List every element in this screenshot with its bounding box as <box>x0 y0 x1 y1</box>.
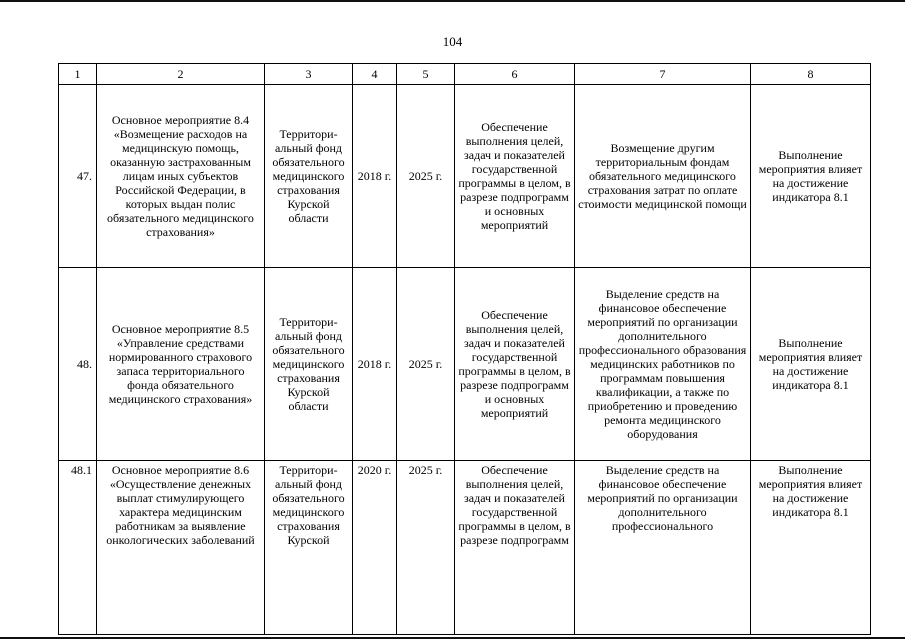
start-year-cell: 2018 г. <box>353 268 397 461</box>
row-number: 48. <box>59 268 97 461</box>
start-year-cell: 2018 г. <box>353 85 397 268</box>
table-row <box>59 85 871 268</box>
column-header: 8 <box>751 64 871 85</box>
row-number: 48.1 <box>59 461 97 635</box>
executor-cell: Территори-альный фонд обязательного медицинского страхования Курской области <box>265 85 353 268</box>
table-row <box>59 268 871 461</box>
content-cell: Выделение средств на финансовое обеспечение мероприятий по организации дополнительного профессионального образования медицинских работников по программам повышения квалификации, а также по приобретению и проведению ремонта медицинского оборудования <box>575 268 751 461</box>
executor-cell: Территори-альный фонд обязательного медицинского страхования Курской <box>265 461 353 635</box>
column-header: 2 <box>97 64 265 85</box>
column-header: 6 <box>455 64 575 85</box>
page-number: 104 <box>442 34 463 49</box>
column-header: 1 <box>59 64 97 85</box>
column-header: 4 <box>353 64 397 85</box>
indicator-link-cell: Выполнение мероприятия влияет на достижение индикатора 8.1 <box>751 268 871 461</box>
activities-table <box>58 63 871 635</box>
goal-cell: Обеспечение выполнения целей, задач и показателей государственной программы в целом, в разрезе подпрограмм <box>455 461 575 635</box>
column-header: 3 <box>265 64 353 85</box>
end-year-cell: 2025 г. <box>397 268 455 461</box>
goal-cell: Обеспечение выполнения целей, задач и показателей государственной программы в целом, в разрезе подпрограмм и основных мероприятий <box>455 268 575 461</box>
end-year-cell: 2025 г. <box>397 461 455 635</box>
content-cell: Возмещение другим территориальным фондам обязательного медицинского страхования затрат по оплате стоимости медицинской помощи <box>575 85 751 268</box>
end-year-cell: 2025 г. <box>397 85 455 268</box>
executor-cell: Территори-альный фонд обязательного медицинского страхования Курской области <box>265 268 353 461</box>
table-row <box>59 461 871 635</box>
activity-cell: Основное мероприятие 8.4 «Возмещение расходов на медицинскую помощь, оказанную застрахованным лицам иных субъектов Российской Федерации, в которых выдан полис обязательного медицинского страхования» <box>97 85 265 268</box>
activity-cell: Основное мероприятие 8.5 «Управление средствами нормированного страхового запаса территориального фонда обязательного медицинского страхования» <box>97 268 265 461</box>
indicator-link-cell: Выполнение мероприятия влияет на достижение индикатора 8.1 <box>751 461 871 635</box>
content-cell: Выделение средств на финансовое обеспечение мероприятий по организации дополнительного профессионального <box>575 461 751 635</box>
goal-cell: Обеспечение выполнения целей, задач и показателей государственной программы в целом, в разрезе подпрограмм и основных мероприятий <box>455 85 575 268</box>
page-top-border <box>0 0 905 2</box>
activity-cell: Основное мероприятие 8.6 «Осуществление денежных выплат стимулирующего характера медицинским работникам за выявление онкологических заболеваний <box>97 461 265 635</box>
column-header: 5 <box>397 64 455 85</box>
table-header-row <box>59 64 871 85</box>
row-number: 47. <box>59 85 97 268</box>
start-year-cell: 2020 г. <box>353 461 397 635</box>
page-bottom-border <box>0 637 905 639</box>
indicator-link-cell: Выполнение мероприятия влияет на достижение индикатора 8.1 <box>751 85 871 268</box>
column-header: 7 <box>575 64 751 85</box>
